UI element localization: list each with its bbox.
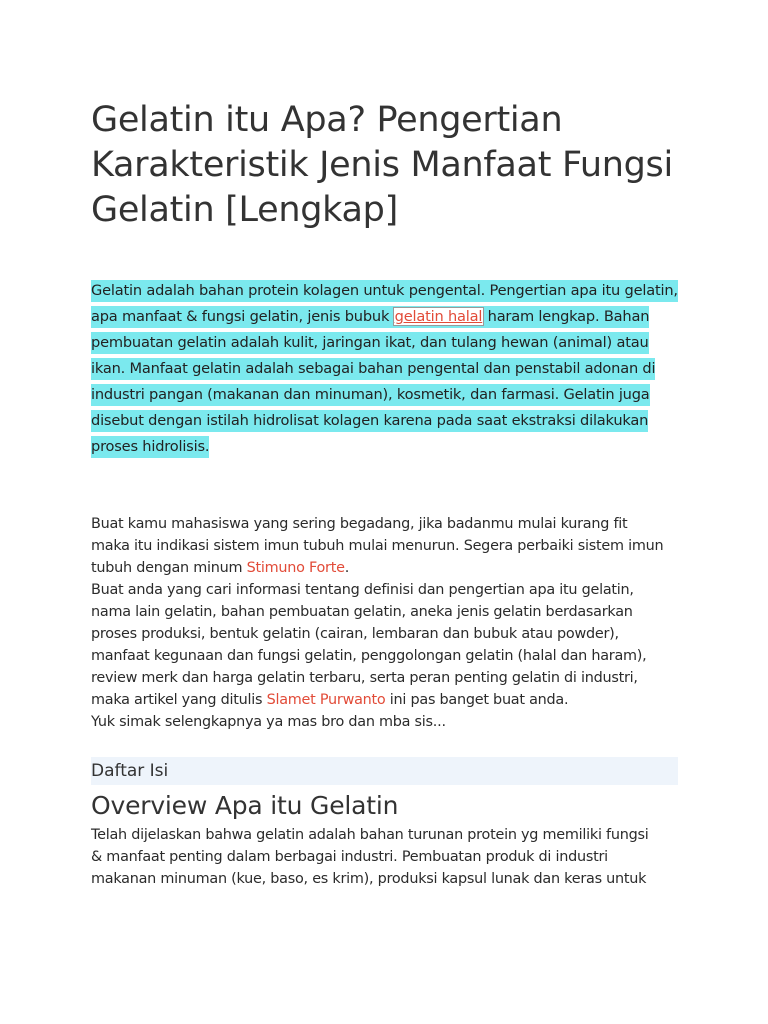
body-line: Yuk simak selengkapnya ya mas bro dan mba sis... [91,714,446,730]
overview-line: & manfaat penting dalam berbagai industri. Pembuatan produk di industri [91,849,608,865]
body-text: tubuh dengan minum [91,560,247,576]
body-line: Buat kamu mahasiswa yang sering begadang, jika badanmu mulai kurang fit [91,516,628,532]
overview-line: Telah dijelaskan bahwa gelatin adalah bahan turunan protein yg memiliki fungsi [91,827,649,843]
toc-label: Daftar Isi [91,761,169,781]
body-line: review merk dan harga gelatin terbaru, serta peran penting gelatin di industri, [91,670,638,686]
body-line [91,689,691,711]
body-line [91,557,691,579]
overview-paragraph [91,824,691,890]
intro-text-after-link: haram lengkap. Bahan pembuatan gelatin adalah kulit, jaringan ikat, dan tulang hewan (animal) atau ikan. Manfaat gelatin adalah sebagai bahan pengental dan penstabil adonan di industri pangan (makanan dan minuman), kosmetik, dan farmasi. Gelatin juga disebut dengan istilah hidrolisat kolagen karena pada saat ekstraksi dilakukan proses hidrolisis. [91,308,656,455]
body-line: proses produksi, bentuk gelatin (cairan, lembaran dan bubuk atau powder), [91,626,619,642]
body-line: manfaat kegunaan dan fungsi gelatin, penggolongan gelatin (halal dan haram), [91,648,647,664]
section-heading: Overview Apa itu Gelatin [91,791,399,820]
author-link[interactable]: Slamet Purwanto [266,692,386,708]
intro-text-before-link: Gelatin adalah bahan protein kolagen untuk pengental. Pengertian apa itu gelatin, apa manfaat & fungsi gelatin, jenis bubuk [91,282,678,325]
gelatin-halal-link[interactable]: gelatin halal [394,308,483,325]
intro-paragraph [91,278,683,460]
body-text: . [344,560,350,576]
body-line: maka itu indikasi sistem imun tubuh mulai menurun. Segera perbaiki sistem imun [91,538,664,554]
body-text: ini pas banget buat anda. [385,692,569,708]
body-line: Buat anda yang cari informasi tentang definisi dan pengertian apa itu gelatin, [91,582,634,598]
overview-line: makanan minuman (kue, baso, es krim), produksi kapsul lunak dan keras untuk [91,871,647,887]
body-paragraph [91,513,691,733]
body-line: nama lain gelatin, bahan pembuatan gelatin, aneka jenis gelatin berdasarkan [91,604,633,620]
article-title: Gelatin itu Apa? Pengertian Karakteristik Jenis Manfaat Fungsi Gelatin [Lengkap] [91,100,673,230]
body-text: maka artikel yang ditulis [91,692,267,708]
intro-highlight [91,280,678,458]
table-of-contents-toggle[interactable] [91,757,678,785]
stimuno-forte-link[interactable]: Stimuno Forte [246,560,345,576]
